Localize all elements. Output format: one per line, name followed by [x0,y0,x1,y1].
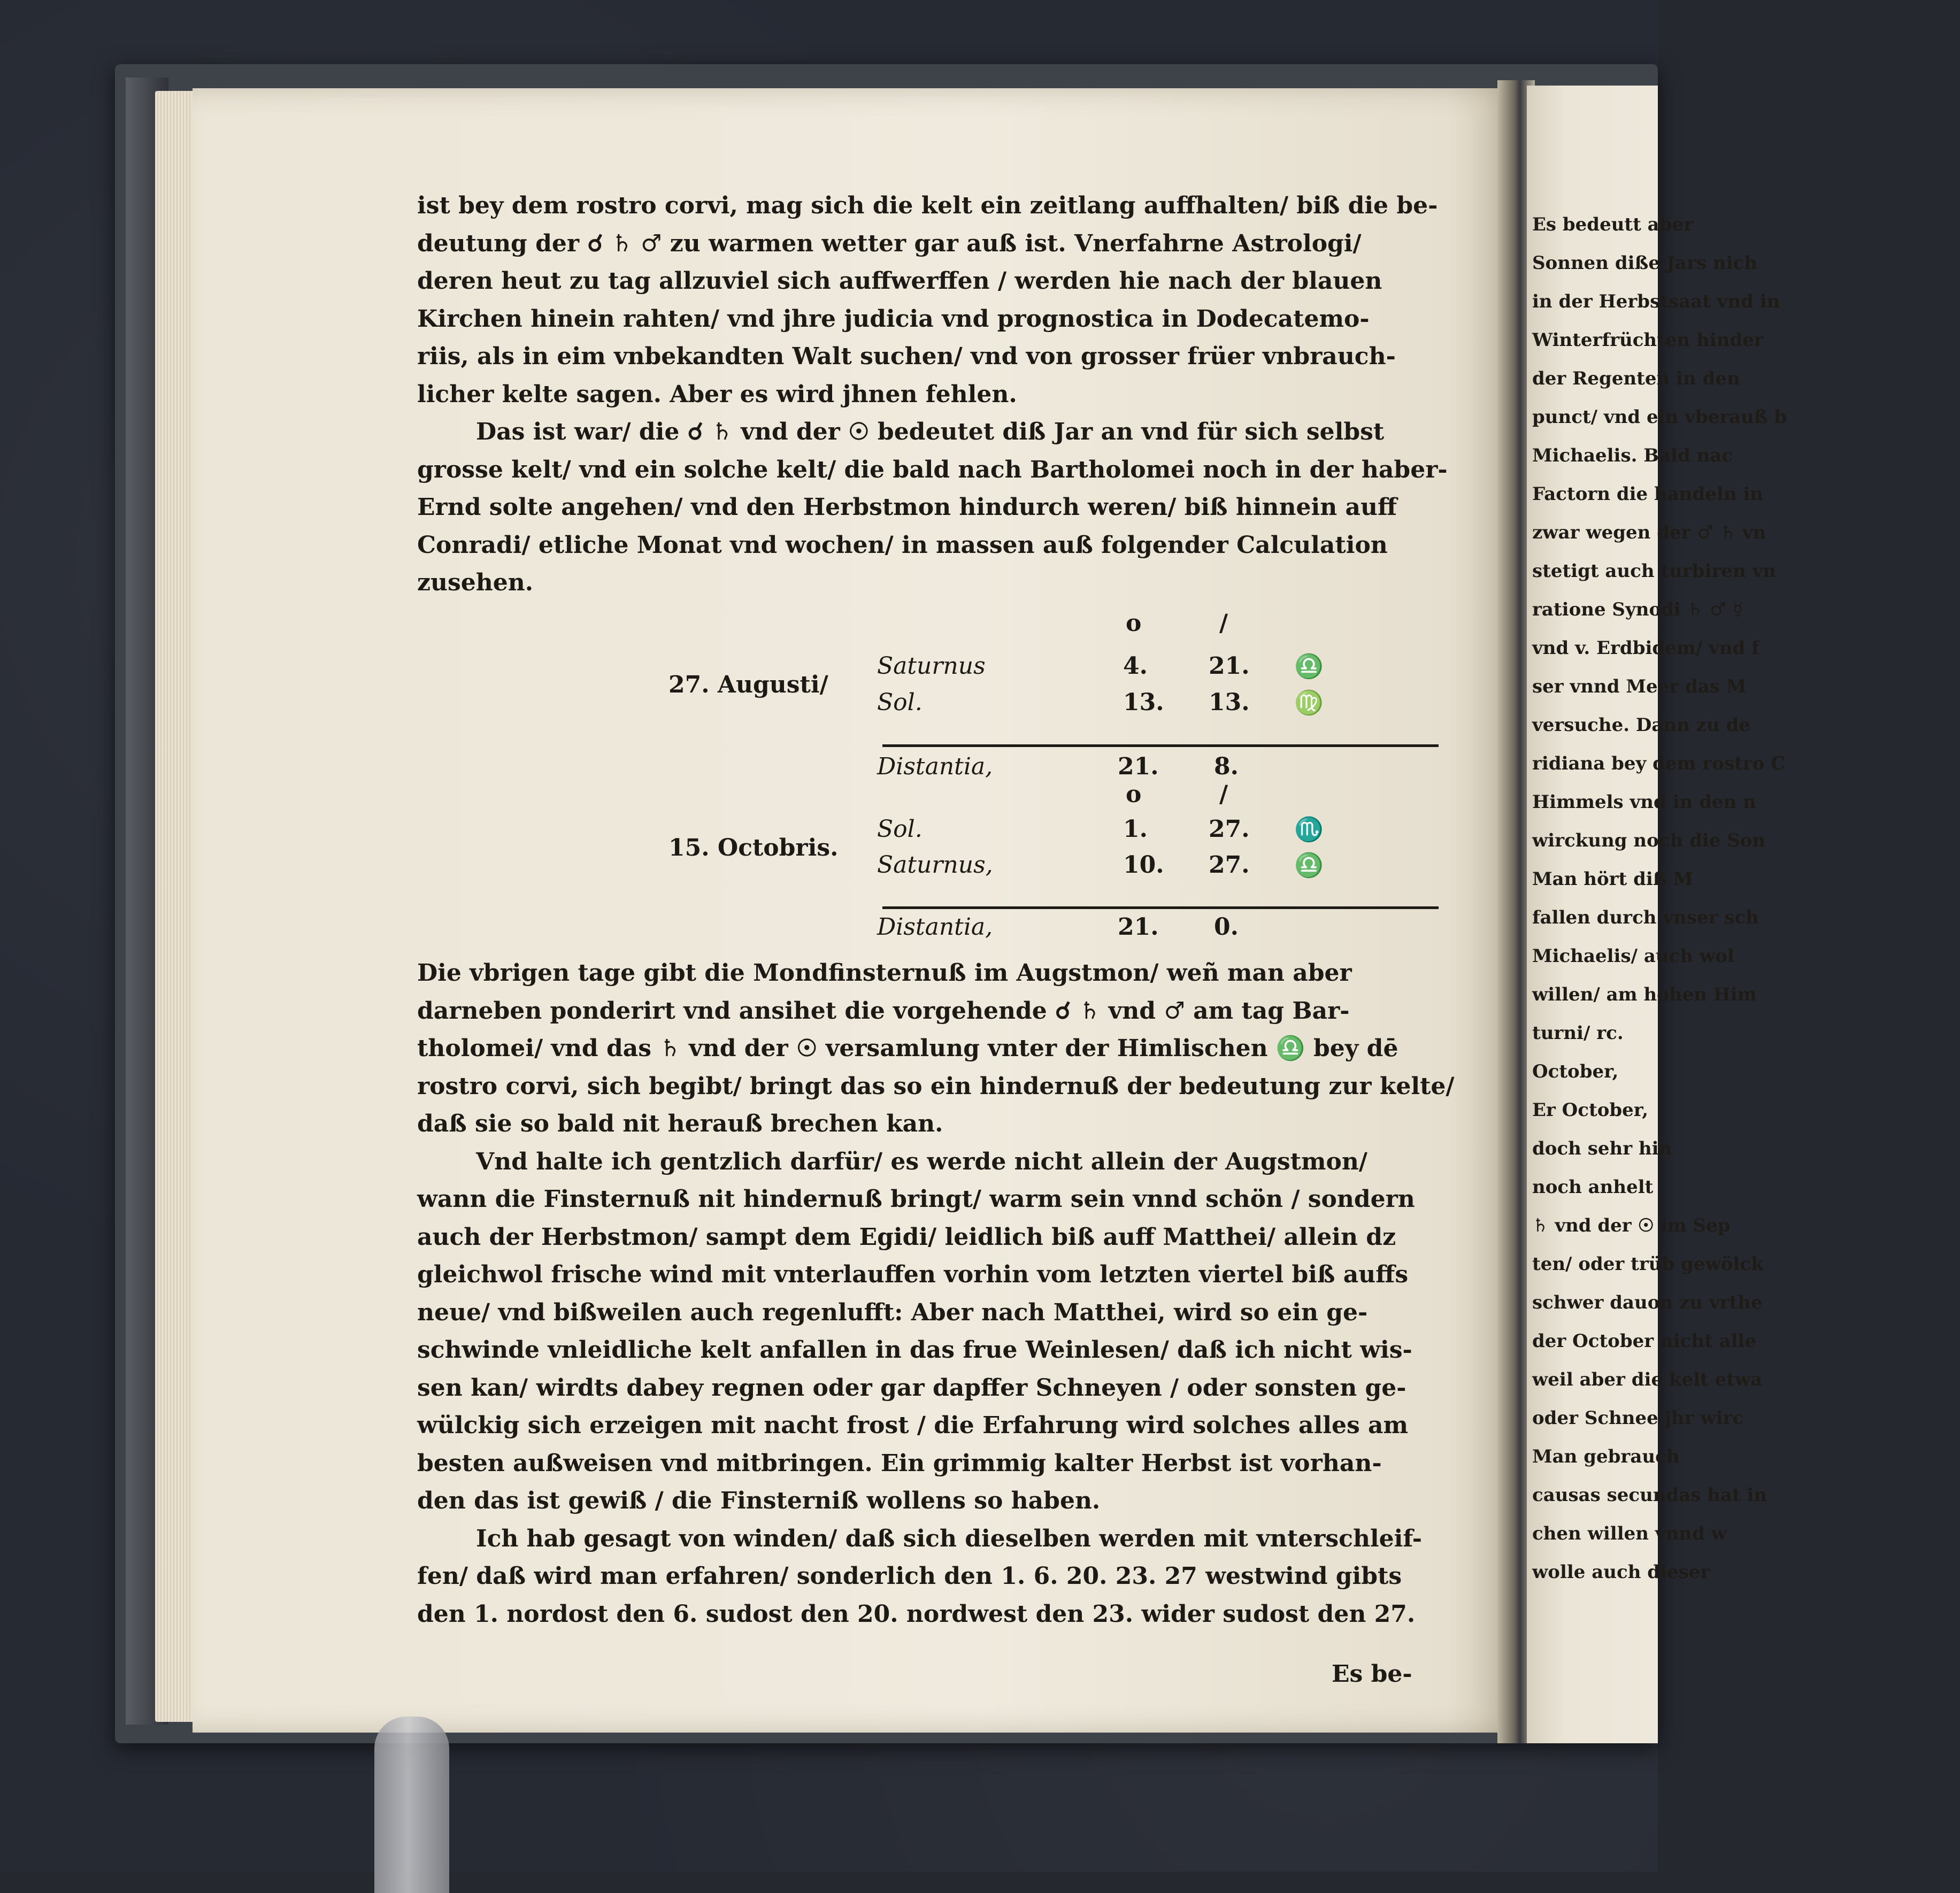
text-line: auch der Herbstmon/ sampt dem Egidi/ leidlich biß auff Matthei/ allein dz [417,1223,1396,1251]
text-line: darneben ponderirt vnd ansihet die vorgehende ☌ ♄ vnd ♂ am tag Bar- [417,997,1350,1025]
date-october: 15. Octobris. [668,834,839,861]
right-page-line: noch anhelt [1532,1176,1654,1198]
right-page-line: der October nicht alle [1532,1330,1757,1352]
right-page-line: Himmels vnd in den n [1532,791,1756,813]
right-page-line: oder Schnee jhr wirc [1532,1407,1744,1429]
page-holder-clip [374,1717,449,1893]
text-line: Kirchen hinein rahten/ vnd jhre judicia vnd prognostica in Dodecatemo- [417,305,1370,333]
right-page-line: Man hört diß M [1532,868,1694,890]
body-text-block-2 [417,955,1455,1633]
right-page-line: causas secundas hat in [1532,1484,1767,1506]
right-page-line: Es bedeutt aber [1532,214,1694,235]
right-page-line: doch sehr hin [1532,1138,1672,1159]
text-line: sen kan/ wirdts dabey regnen oder gar dapffer Schneyen / oder sonsten ge- [417,1374,1406,1402]
text-line: tholomei/ vnd das ♄ vnd der ☉ versamlung vnter der Himlischen ♎ bey dē [417,1035,1398,1062]
right-page-line: ♄ vnd der ☉ im Sep [1532,1215,1731,1236]
text-line: fen/ daß wird man erfahren/ sonderlich den 1. 6. 20. 23. 27 westwind gibts [417,1563,1402,1590]
text-line: licher kelte sagen. Aber es wird jhnen fehlen. [417,380,1017,408]
right-page-line: versuche. Dann zu de [1532,714,1750,736]
deg-row-4: 10. [1123,851,1164,879]
degree-header-2: o [1126,781,1142,808]
distance-label-2: Distantia, [877,913,993,941]
distance-min-2: 0. [1214,913,1239,941]
minute-header-1: / [1219,610,1228,637]
right-page-line: wirckung noch die Son [1532,830,1766,851]
planet-row-3: Sol. [877,815,923,843]
right-page-line: weil aber die kelt etwa [1532,1369,1763,1390]
text-line: besten außweisen vnd mitbringen. Ein grimmig kalter Herbst ist vorhan- [417,1449,1382,1477]
right-page-line: schwer dauon zu vrthe [1532,1292,1763,1313]
deg-row-2: 13. [1123,689,1164,716]
libra-sign-icon-2: ♎ [1294,852,1324,879]
right-page-line: der Regenten in den [1532,368,1740,389]
table-rule-2 [882,906,1439,909]
right-page-line: Er October, [1532,1099,1649,1121]
degree-header-1: o [1126,610,1142,637]
min-row-3: 27. [1209,815,1250,843]
distance-min-1: 8. [1214,753,1239,780]
calculation-table [417,610,1439,941]
right-page [1527,86,1787,1743]
min-row-2: 13. [1209,689,1250,716]
text-line: den das ist gewiß / die Finsterniß wollens so haben. [417,1487,1101,1514]
table-rule-1 [882,744,1439,747]
min-row-1: 21. [1209,652,1250,680]
right-page-line: wolle auch dieser [1532,1561,1710,1583]
deg-row-3: 1. [1123,815,1148,843]
date-august: 27. Augusti/ [668,671,828,698]
right-page-line: Winterfrüchten hinder [1532,329,1764,351]
min-row-4: 27. [1209,851,1250,879]
text-line: Vnd halte ich gentzlich darfür/ es werde nicht allein der Augstmon/ [476,1148,1367,1175]
right-page-line: Michaelis. Bald nac [1532,445,1733,466]
planet-row-2: Sol. [877,689,923,716]
text-line: Ich hab gesagt von winden/ daß sich dieselben werden mit vnterschleif- [476,1525,1422,1552]
planet-row-4: Saturnus, [877,851,993,879]
right-page-line: Sonnen diße Jars nich [1532,252,1757,274]
text-line: grosse kelt/ vnd ein solche kelt/ die bald nach Bartholomei noch in der haber- [417,456,1448,483]
text-line: ist bey dem rostro corvi, mag sich die kelt ein zeitlang auffhalten/ biß die be- [417,192,1438,219]
text-line: wülckig sich erzeigen mit nacht frost / die Erfahrung wird solches alles am [417,1412,1409,1439]
body-text-block-1 [417,187,1448,602]
right-page-line: fallen durch vnser sch [1532,907,1759,928]
right-page-line: ser vnnd Meer das M [1532,676,1747,697]
right-page-line: ten/ oder trüb gewölck [1532,1253,1764,1275]
text-line: wann die Finsternuß nit hindernuß bringt/ warm sein vnnd schön / sondern [417,1186,1415,1213]
virgo-sign-icon: ♍ [1294,689,1324,717]
text-line: deutung der ☌ ♄ ♂ zu warmen wetter gar auß ist. Vnerfahrne Astrologi/ [417,229,1362,257]
right-page-line: in der Herbstsaat vnd in [1532,291,1780,312]
text-line: Conradi/ etliche Monat vnd wochen/ in massen auß folgender Calculation [417,531,1388,559]
right-page-line: turni/ rc. [1532,1022,1624,1044]
text-line: Das ist war/ die ☌ ♄ vnd der ☉ bedeutet diß Jar an vnd für sich selbst [476,418,1385,445]
right-page-line: October, [1532,1061,1619,1082]
text-line: riis, als in eim vnbekandten Walt suchen/ vnd von grosser früer vnbrauch- [417,343,1396,370]
planet-row-1: Saturnus [877,652,986,680]
catchword: Es be- [1332,1660,1412,1688]
text-line: Die vbrigen tage gibt die Mondfinsternuß im Augstmon/ weñ man aber [417,959,1352,987]
distance-deg-2: 21. [1118,913,1159,941]
text-line: schwinde vnleidliche kelt anfallen in das frue Weinlesen/ daß ich nicht wis- [417,1336,1412,1364]
text-line: gleichwol frische wind mit vnterlauffen vorhin vom letzten viertel biß auffs [417,1261,1409,1288]
text-line: rostro corvi, sich begibt/ bringt das so ein hindernuß der bedeutung zur kelte/ [417,1072,1455,1100]
minute-header-2: / [1219,781,1228,808]
right-page-line: Man gebrauch [1532,1446,1680,1467]
right-page-line: Factorn die handeln in [1532,483,1764,505]
right-page-line: punct/ vnd ein vberauß b [1532,406,1787,428]
right-page-line: willen/ am hohen Him [1532,984,1757,1005]
text-line: neue/ vnd bißweilen auch regenlufft: Aber nach Matthei, wird so ein ge- [417,1298,1368,1326]
scorpio-sign-icon: ♏ [1294,816,1324,843]
right-page-line: ratione Synodi ♄ ♂ ☿ [1532,599,1744,620]
text-line: Ernd solte angehen/ vnd den Herbstmon hindurch weren/ biß hinnein auff [417,494,1397,521]
right-page-line: stetigt auch turbiren vn [1532,560,1777,582]
right-page-line: zwar wegen der ♂ ♄ vn [1532,522,1766,543]
right-page-line: ridiana bey dem rostro C [1532,753,1786,774]
right-page-line: Michaelis/ auch wol [1532,945,1734,967]
distance-deg-1: 21. [1118,753,1159,780]
libra-sign-icon: ♎ [1294,653,1324,680]
text-line: zusehen. [417,569,534,596]
text-line: daß sie so bald nit herauß brechen kan. [417,1110,943,1137]
text-line: den 1. nordost den 6. sudost den 20. nordwest den 23. wider sudost den 27. [417,1600,1416,1628]
distance-label-1: Distantia, [877,753,993,780]
text-line: deren heut zu tag allzuviel sich auffwerffen / werden hie nach der blauen [417,267,1382,295]
right-page-line: vnd v. Erdbidem/ vnd f [1532,637,1759,659]
right-page-line: chen willen vnnd w [1532,1523,1727,1544]
deg-row-1: 4. [1123,652,1148,680]
